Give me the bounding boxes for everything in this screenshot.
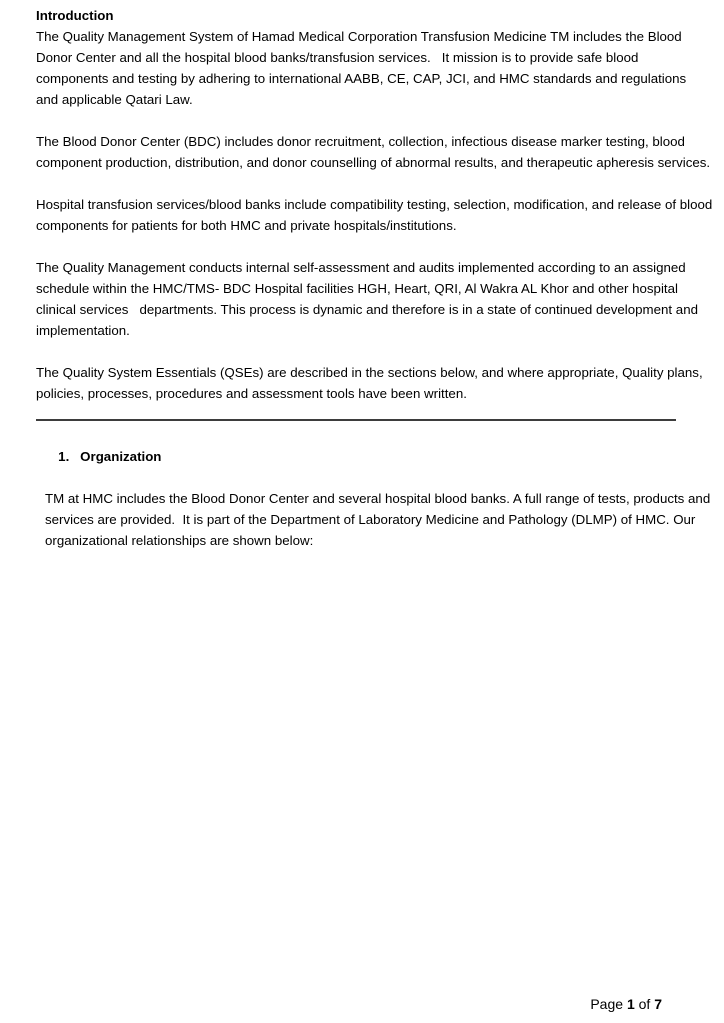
of-label: of bbox=[634, 996, 655, 1012]
text-line: The Quality Management conducts internal self-assessment and audits implemented according to an assigned bbox=[36, 260, 686, 275]
intro-section bbox=[36, 5, 687, 110]
text-line: schedule within the HMC/TMS- BDC Hospital facilities HGH, Heart, QRI, Al Wakra AL Khor and other hospital bbox=[36, 281, 678, 296]
page-number: 1 bbox=[626, 996, 635, 1012]
intro-heading: Introduction bbox=[36, 8, 114, 23]
text-line: TM at HMC includes the Blood Donor Center and several hospital blood banks. A full range of tests, products and bbox=[45, 491, 711, 506]
text-line: The Quality System Essentials (QSEs) are described in the sections below, and where appropriate, Quality plans, bbox=[36, 365, 703, 380]
page-label: Page bbox=[590, 996, 627, 1012]
text-line: Hospital transfusion services/blood banks include compatibility testing, selection, modification, and release of blood bbox=[36, 197, 713, 212]
text-line: policies, processes, procedures and assessment tools have been written. bbox=[36, 386, 467, 401]
text-line: The Blood Donor Center (BDC) includes donor recruitment, collection, infectious disease marker testing, blood bbox=[36, 134, 685, 149]
text-line: component production, distribution, and donor counselling of abnormal results, and therapeutic apheresis services. bbox=[36, 155, 711, 170]
total-pages: 7 bbox=[654, 996, 662, 1012]
section-heading bbox=[36, 425, 676, 488]
text-line: services are provided. It is part of the Department of Laboratory Medicine and Pathology (DLMP) of HMC. Our bbox=[45, 512, 696, 527]
paragraph bbox=[36, 131, 711, 173]
text-line: organizational relationships are shown below: bbox=[45, 533, 314, 548]
text-line: and applicable Qatari Law. bbox=[36, 92, 193, 107]
text-line: components and testing by adhering to international AABB, CE, CAP, JCI, and HMC standards and regulations bbox=[36, 71, 687, 86]
text-line: Donor Center and all the hospital blood banks/transfusion services. It mission is to provide safe blood bbox=[36, 50, 639, 65]
section-divider bbox=[36, 419, 676, 421]
text-line: The Quality Management System of Hamad Medical Corporation Transfusion Medicine TM includes the Blood bbox=[36, 29, 682, 44]
text-line: implementation. bbox=[36, 323, 130, 338]
page-footer bbox=[575, 973, 662, 1023]
paragraph bbox=[45, 488, 711, 551]
document-body bbox=[36, 5, 713, 551]
section-number: 1. bbox=[58, 449, 70, 464]
paragraph bbox=[36, 257, 698, 341]
section-title: Organization bbox=[80, 449, 162, 464]
text-line: components for patients for both HMC and private hospitals/institutions. bbox=[36, 218, 457, 233]
paragraph bbox=[36, 194, 713, 236]
text-line: clinical services departments. This process is dynamic and therefore is in a state of continued development and bbox=[36, 302, 698, 317]
paragraph bbox=[36, 362, 703, 404]
